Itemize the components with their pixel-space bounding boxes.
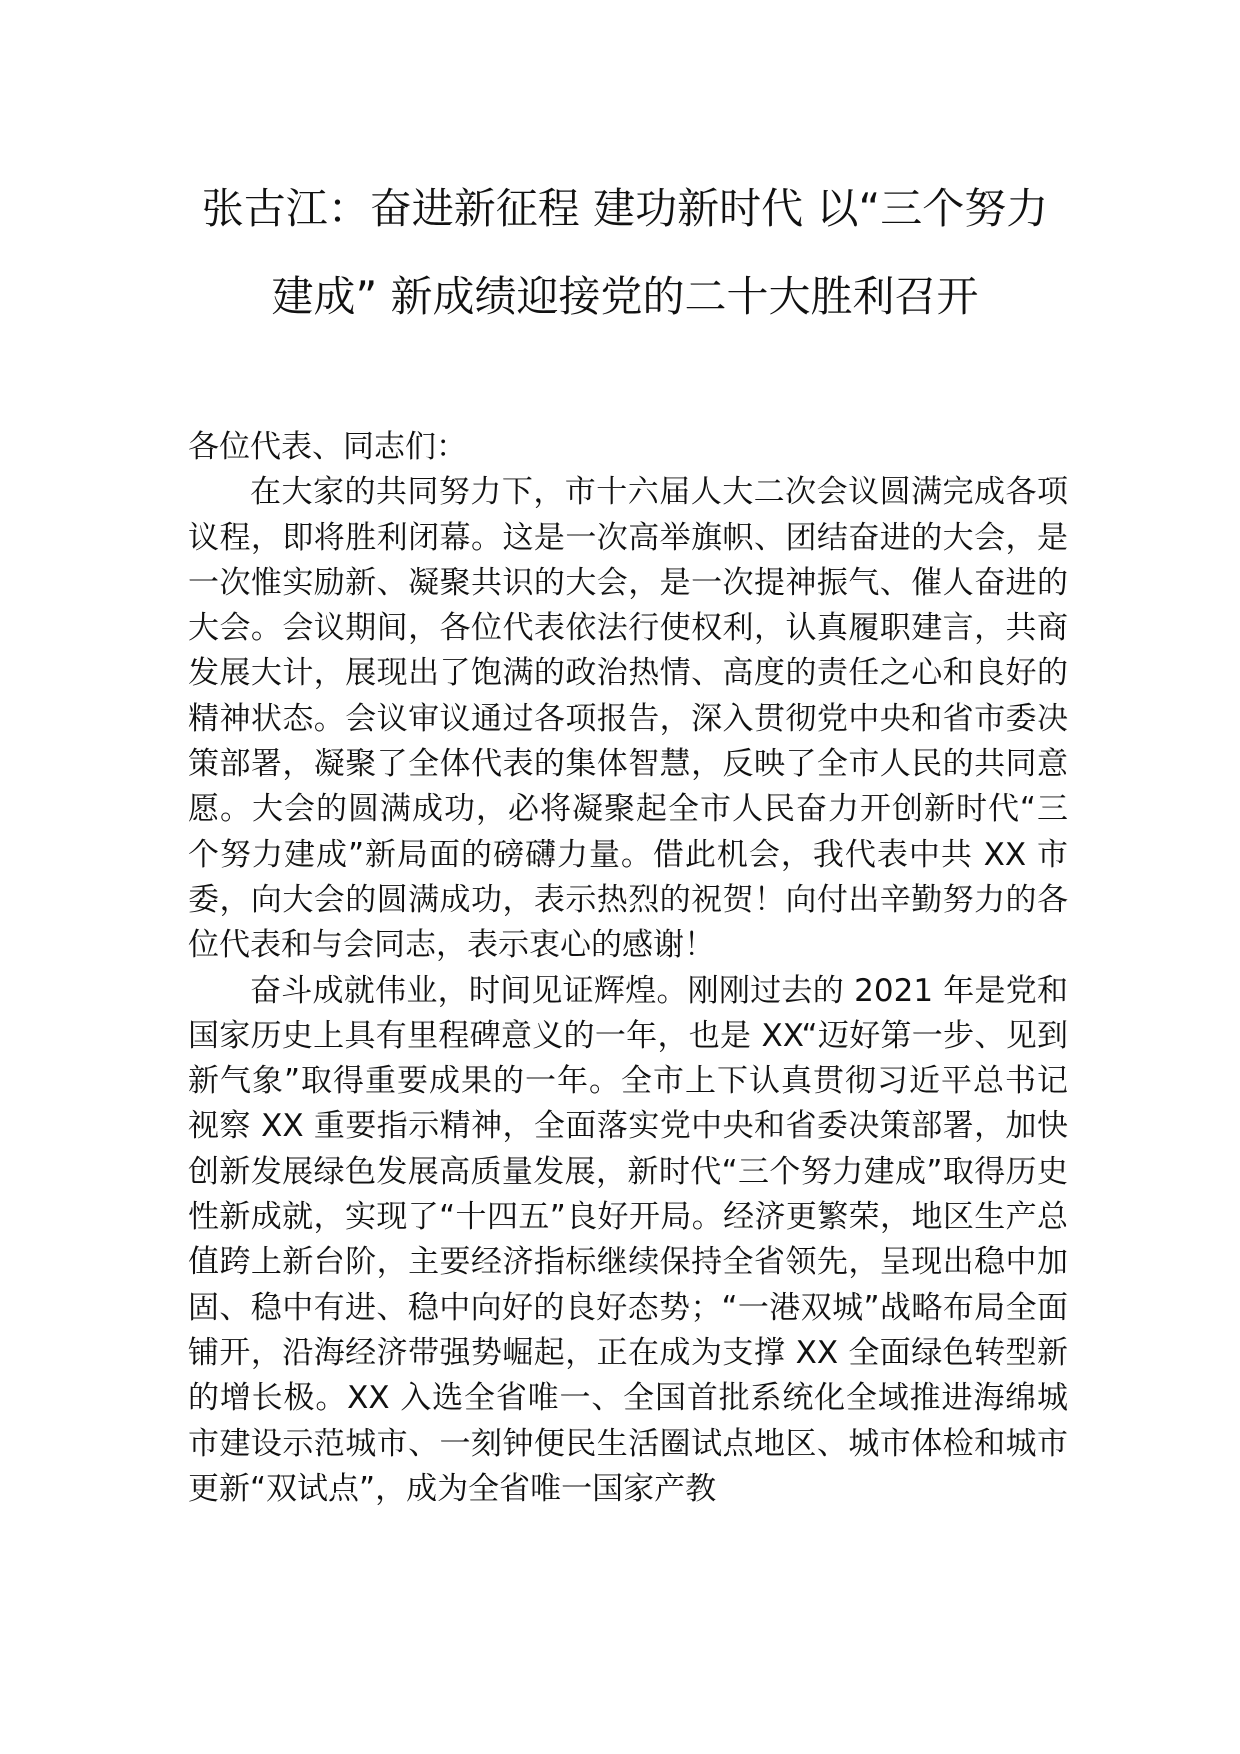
document-body xyxy=(188,425,1068,1512)
paragraph-1: 在大家的共同努力下，市十六届人大二次会议圆满完成各项议程，即将胜利闭幕。这是一次高举旗帜、团结奋进的大会，是一次惟实励新、凝聚共识的大会，是一次提神振气、催人奋进的大会。会议期间，各位代表依法行使权利，认真履职建言，共商发展大计，展现出了饱满的政治热情、高度的责任之心和良好的精神状态。会议审议通过各项报告，深入贯彻党中央和省市委决策部署，凝聚了全体代表的集体智慧，反映了全市人民的共同意愿。大会的圆满成功，必将凝聚起全市人民奋力开创新时代“三个努力建成”新局面的磅礴力量。借此机会，我代表中共 XX 市委，向大会的圆满成功，表示热烈的祝贺！向付出辛勤努力的各位代表和与会同志，表示衷心的感谢！ xyxy=(188,474,1068,964)
salutation: 各位代表、同志们： xyxy=(188,429,467,465)
document-title: 张古江：奋进新征程 建功新时代 以“三个努力建成” 新成绩迎接党的二十大胜利召开 xyxy=(201,184,1049,321)
paragraph-2: 奋斗成就伟业，时间见证辉煌。刚刚过去的 2021 年是党和国家历史上具有里程碑意义的一年，也是 XX“迈好第一步、见到新气象”取得重要成果的一年。全市上下认真贯彻习近平总书记视察 XX 重要指示精神，全面落实党中央和省委决策部署，加快创新发展绿色发展高质量发展，新时代“三个努力建成”取得历史性新成就，实现了“十四五”良好开局。经济更繁荣，地区生产总值跨上新台阶，主要经济指标继续保持全省领先，呈现出稳中加固、稳中有进、稳中向好的良好态势；“一港双城”战略布局全面铺开，沿海经济带强势崛起，正在成为支撑 XX 全面绿色转型新的增长极。XX 入选全省唯一、全国首批系统化全域推进海绵城市建设示范城市、一刻钟便民生活圈试点地区、城市体检和城市更新“双试点”，成为全省唯一国家产教 xyxy=(188,972,1068,1507)
